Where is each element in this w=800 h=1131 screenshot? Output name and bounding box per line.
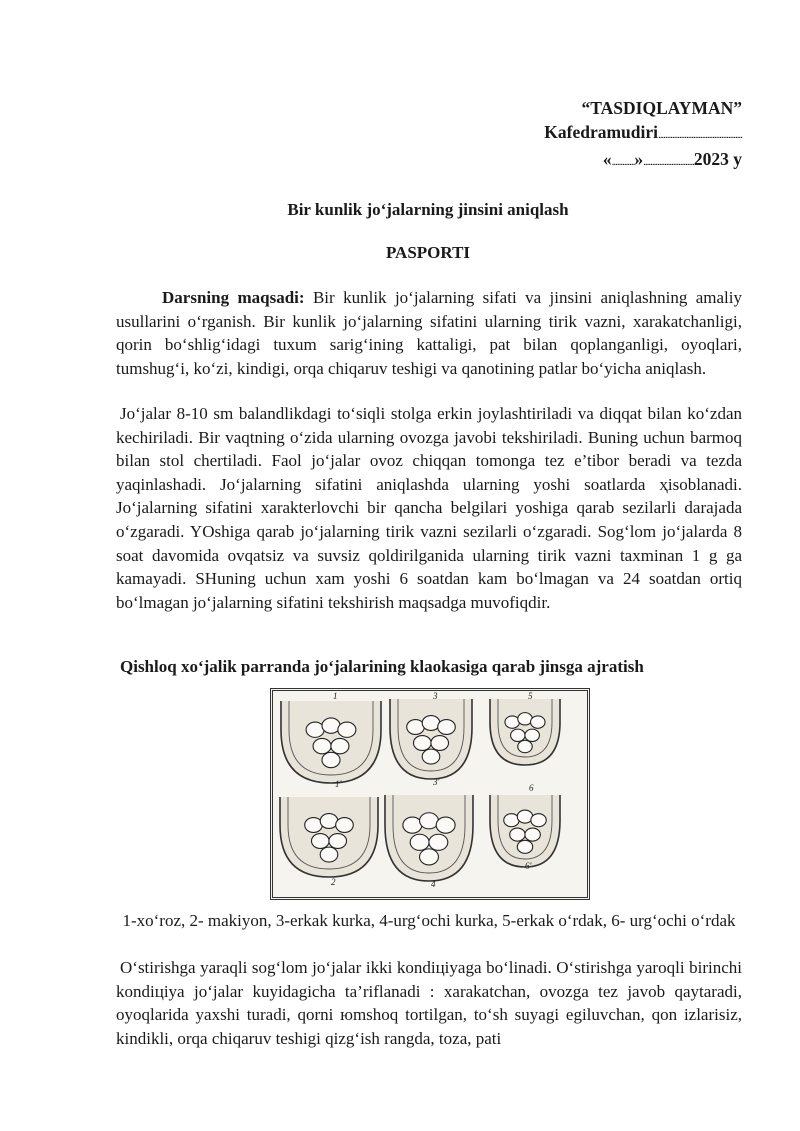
cloaca-fold bbox=[431, 736, 449, 751]
purpose-text: Bir kunlik jo‘jalarning sifati va jinsini aniqlashning amaliy usullarini o‘rganish. Bir kunlik jo‘jalarning sifatini ularning tirik vazni, xarakatchanligi, qorin bo‘shlig‘idagi tuxum sarig‘ining kattaligi, pat bilan qoplanganligi, oyoqlari, tumshug‘i, ko‘zi, kindigi, orqa chiqaruv teshigi va qanotining patlar bo‘yicha aniqlash. bbox=[116, 288, 742, 378]
cloaca-fold bbox=[329, 834, 347, 849]
figure-number-label: 4 bbox=[431, 879, 436, 889]
cloaca-fold bbox=[320, 847, 338, 862]
cloaca-fold bbox=[306, 722, 324, 737]
purpose-lead: Darsning maqsadi: bbox=[162, 288, 305, 307]
figure-number-label: 6' bbox=[525, 861, 532, 871]
figure-number-label: 3 bbox=[433, 691, 438, 701]
paragraph-conditions: O‘stirishga yaraqli sog‘lom jo‘jalar ikki kondiцiyaga bo‘linadi. O‘stirishga yaroqli birinchi kondiцiya jo‘jalar kuyidagicha ta’riflanadi : xarakatchan, ovozga tez javob qaytaradi, oyoqlarida yaxshi turadi, qorni юmshoq tortilgan, to‘sh suyagi egiluvchan, qon izlarisiz, kindikli, orqa chiqaruv teshigi qizg‘ish rangda, toza, pati bbox=[116, 958, 742, 1048]
cloaca-fold bbox=[429, 834, 448, 850]
date-day-dots: ............. bbox=[611, 156, 635, 168]
cloaca-fold bbox=[322, 718, 340, 733]
cloaca-fold bbox=[313, 738, 331, 753]
figure-number-label: 6 bbox=[529, 783, 534, 793]
signature-dots: ................................................ bbox=[658, 129, 742, 141]
cloaca-fold bbox=[331, 738, 349, 753]
head-label: Kafedramudiri bbox=[544, 122, 658, 142]
cloaca-fold bbox=[311, 834, 329, 849]
approval-block bbox=[544, 96, 742, 174]
cloaca-fold bbox=[320, 814, 338, 829]
cloaca-fold bbox=[531, 716, 546, 728]
cloaca-fold bbox=[531, 814, 546, 827]
cloaca-fold bbox=[413, 736, 431, 751]
cloaca-fold bbox=[510, 828, 525, 841]
figure-number-label: 2 bbox=[331, 877, 336, 887]
cloaca-fold bbox=[322, 752, 340, 767]
cloaca-figure bbox=[270, 688, 590, 900]
cloaca-fold bbox=[338, 722, 356, 737]
cloaca-fold bbox=[336, 818, 354, 833]
cloaca-panel-outline bbox=[490, 795, 560, 867]
figure-number-label: 5 bbox=[528, 691, 533, 701]
document-subtitle: PASPORTI bbox=[385, 243, 471, 262]
cloaca-fold bbox=[436, 817, 455, 833]
cloaca-fold bbox=[422, 749, 440, 764]
cloaca-fold bbox=[403, 817, 422, 833]
figure-number-label: 1' bbox=[335, 779, 342, 789]
cloaca-fold bbox=[517, 840, 532, 853]
cloaca-fold bbox=[420, 849, 439, 865]
cloaca-fold bbox=[420, 813, 439, 829]
cloaca-fold bbox=[305, 818, 323, 833]
cloaca-panel-outline bbox=[390, 699, 472, 779]
head-of-department-line bbox=[544, 120, 742, 147]
figure-number-label: 1 bbox=[333, 691, 338, 701]
cloaca-panel-outline bbox=[490, 699, 560, 765]
date-open-quote: « bbox=[602, 149, 612, 169]
cloaca-fold bbox=[511, 729, 526, 741]
paragraph-procedure: Jo‘jalar 8-10 sm balandlikdagi to‘siqli stolga erkin joylashtiriladi va diqqat bilan ko‘zdan kechiriladi. Bir vaqtning o‘zida ularning ovozga javobi tekshiriladi. Buning uchun barmoq bilan stol chertiladi. Faol jo‘jalar ovoz chiqqan tomonga tez e’tibor beradi va tezda yaqinlashadi. Jo‘jalarning sifatini aniqlashda ularning yoshi soatlarda ҳisoblanadi. Jo‘jalarning sifatini xarakterlovchi bir qancha belgilari yoshiga qarab sezilarli darajada o‘zgaradi. YOshiga qarab jo‘jalarning tirik vazni sezilarli o‘zgaradi. Sog‘lom jo‘jalarda 8 soat davomida ovqatsiz va suvsiz qoldirilganida ularning tirik vazni taxminan 1 g ga kamayadi. SHuning uchun xam yoshi 6 soatdan kam bo‘lmagan va 24 soatdan ortiq bo‘lmagan jo‘jalarning sifatini tekshirish maqsadga muvofiqdir. bbox=[116, 404, 742, 612]
cloaca-fold bbox=[410, 834, 429, 850]
date-year: 2023 y bbox=[693, 149, 742, 169]
figure-number-label: 3' bbox=[433, 777, 440, 787]
cloaca-fold bbox=[407, 720, 425, 735]
date-line bbox=[544, 147, 742, 174]
section-heading: Qishloq xo‘jalik parranda jo‘jalarining klaokasiga qarab jinsga ajratish bbox=[120, 657, 644, 676]
document-title: Bir kunlik jo‘jalarning jinsini aniqlash bbox=[287, 200, 569, 219]
figure-caption: 1-xo‘roz, 2- makiyon, 3-erkak kurka, 4-urg‘ochi kurka, 5-erkak o‘rdak, 6- urg‘ochi o‘rdak bbox=[122, 911, 736, 930]
date-month-dots: ............................. bbox=[643, 156, 694, 168]
date-close-quote: » bbox=[634, 149, 644, 169]
cloaca-fold bbox=[422, 716, 440, 731]
paragraph-purpose bbox=[116, 286, 742, 380]
cloaca-fold bbox=[525, 729, 540, 741]
cloaca-panel-outline bbox=[280, 797, 378, 877]
cloaca-panel-outline bbox=[281, 701, 381, 783]
cloaca-illustration bbox=[273, 691, 587, 897]
cloaca-fold bbox=[525, 828, 540, 841]
cloaca-fold bbox=[518, 740, 533, 752]
approve-title: “TASDIQLAYMAN” bbox=[581, 98, 742, 118]
cloaca-panel-outline bbox=[385, 795, 473, 881]
cloaca-fold bbox=[438, 720, 456, 735]
